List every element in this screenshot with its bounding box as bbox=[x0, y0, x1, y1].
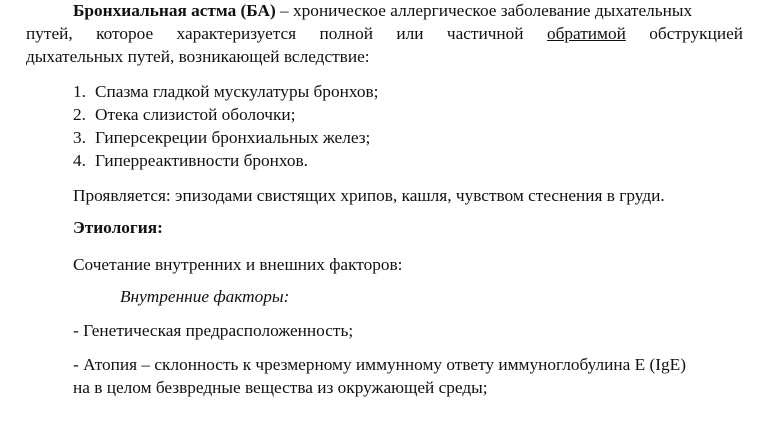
list-number: 2. bbox=[73, 105, 86, 124]
etiology-heading: Этиология: bbox=[73, 218, 163, 237]
factor-atopy-line-2: на в целом безвредные вещества из окружающей среды; bbox=[73, 378, 488, 397]
factor-atopy-line-1: - Атопия – склонность к чрезмерному иммунному ответу иммуноглобулина Е (IgE) bbox=[73, 355, 686, 374]
intro-line-3: дыхательных путей, возникающей вследствие: bbox=[26, 47, 370, 66]
list-item bbox=[73, 151, 308, 171]
intro-line-2-tail: обструкцией bbox=[625, 24, 743, 43]
list-item bbox=[73, 105, 295, 125]
intro-line-2 bbox=[26, 24, 743, 44]
intro-line-1 bbox=[73, 1, 692, 21]
list-item bbox=[73, 128, 370, 148]
list-text: Гиперреактивности бронхов. bbox=[95, 151, 308, 170]
intro-line-2-text: путей, которое характеризуется полной или частичной bbox=[26, 24, 547, 43]
list-item bbox=[73, 82, 378, 102]
factor-genetic: - Генетическая предрасположенность; bbox=[73, 321, 354, 340]
list-text: Отека слизистой оболочки; bbox=[95, 105, 296, 124]
manifestation-text: Проявляется: эпизодами свистящих хрипов, кашля, чувством стеснения в груди. bbox=[73, 186, 665, 205]
list-text: Гиперсекреции бронхиальных желез; bbox=[95, 128, 371, 147]
underlined-word: обратимой bbox=[546, 24, 626, 43]
term-title: Бронхиальная астма (БА) bbox=[73, 1, 276, 20]
intro-line-1-text: – хроническое аллергическое заболевание дыхательных bbox=[275, 1, 693, 20]
factors-combination: Сочетание внутренних и внешних факторов: bbox=[73, 255, 403, 274]
list-number: 1. bbox=[73, 82, 86, 101]
list-text: Спазма гладкой мускулатуры бронхов; bbox=[95, 82, 379, 101]
internal-factors-heading: Внутренние факторы: bbox=[120, 287, 290, 306]
list-number: 4. bbox=[73, 151, 86, 170]
list-number: 3. bbox=[73, 128, 86, 147]
